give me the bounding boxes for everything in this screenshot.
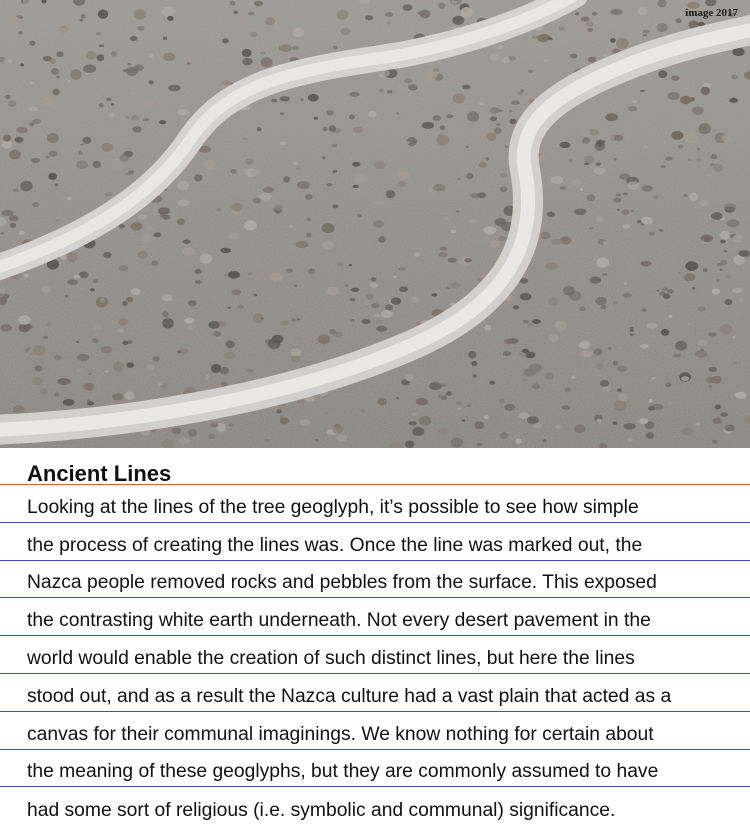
image-credit: image 2017 — [685, 7, 738, 19]
body-line — [0, 523, 750, 561]
body-line-text: world would enable the creation of such distinct lines, but here the lines — [27, 647, 635, 669]
body-line-text: had some sort of religious (i.e. symbolic and communal) significance. — [27, 800, 616, 822]
body-line-text: the meaning of these geoglyphs, but they are commonly assumed to have — [27, 761, 659, 783]
body-line — [0, 712, 750, 750]
body-line — [0, 750, 750, 788]
body-line — [0, 561, 750, 599]
body-line-text: the contrasting white earth underneath. Not every desert pavement in the — [27, 610, 651, 632]
article-heading: Ancient Lines — [27, 461, 172, 486]
body-line — [0, 636, 750, 674]
body-line-text: Nazca people removed rocks and pebbles from the surface. This exposed — [27, 572, 657, 594]
body-line — [0, 674, 750, 712]
body-line-text: stood out, and as a result the Nazca culture had a vast plain that acted as a — [27, 685, 672, 707]
body-line — [0, 598, 750, 636]
article-body — [0, 485, 750, 825]
body-line-text: canvas for their communal imaginings. We know nothing for certain about — [27, 723, 654, 745]
body-line-text: Looking at the lines of the tree geoglyph, it’s possible to see how simple — [27, 496, 639, 518]
body-line — [0, 485, 750, 523]
body-line-text: the process of creating the lines was. Once the line was marked out, the — [27, 534, 643, 556]
body-line — [0, 787, 750, 825]
